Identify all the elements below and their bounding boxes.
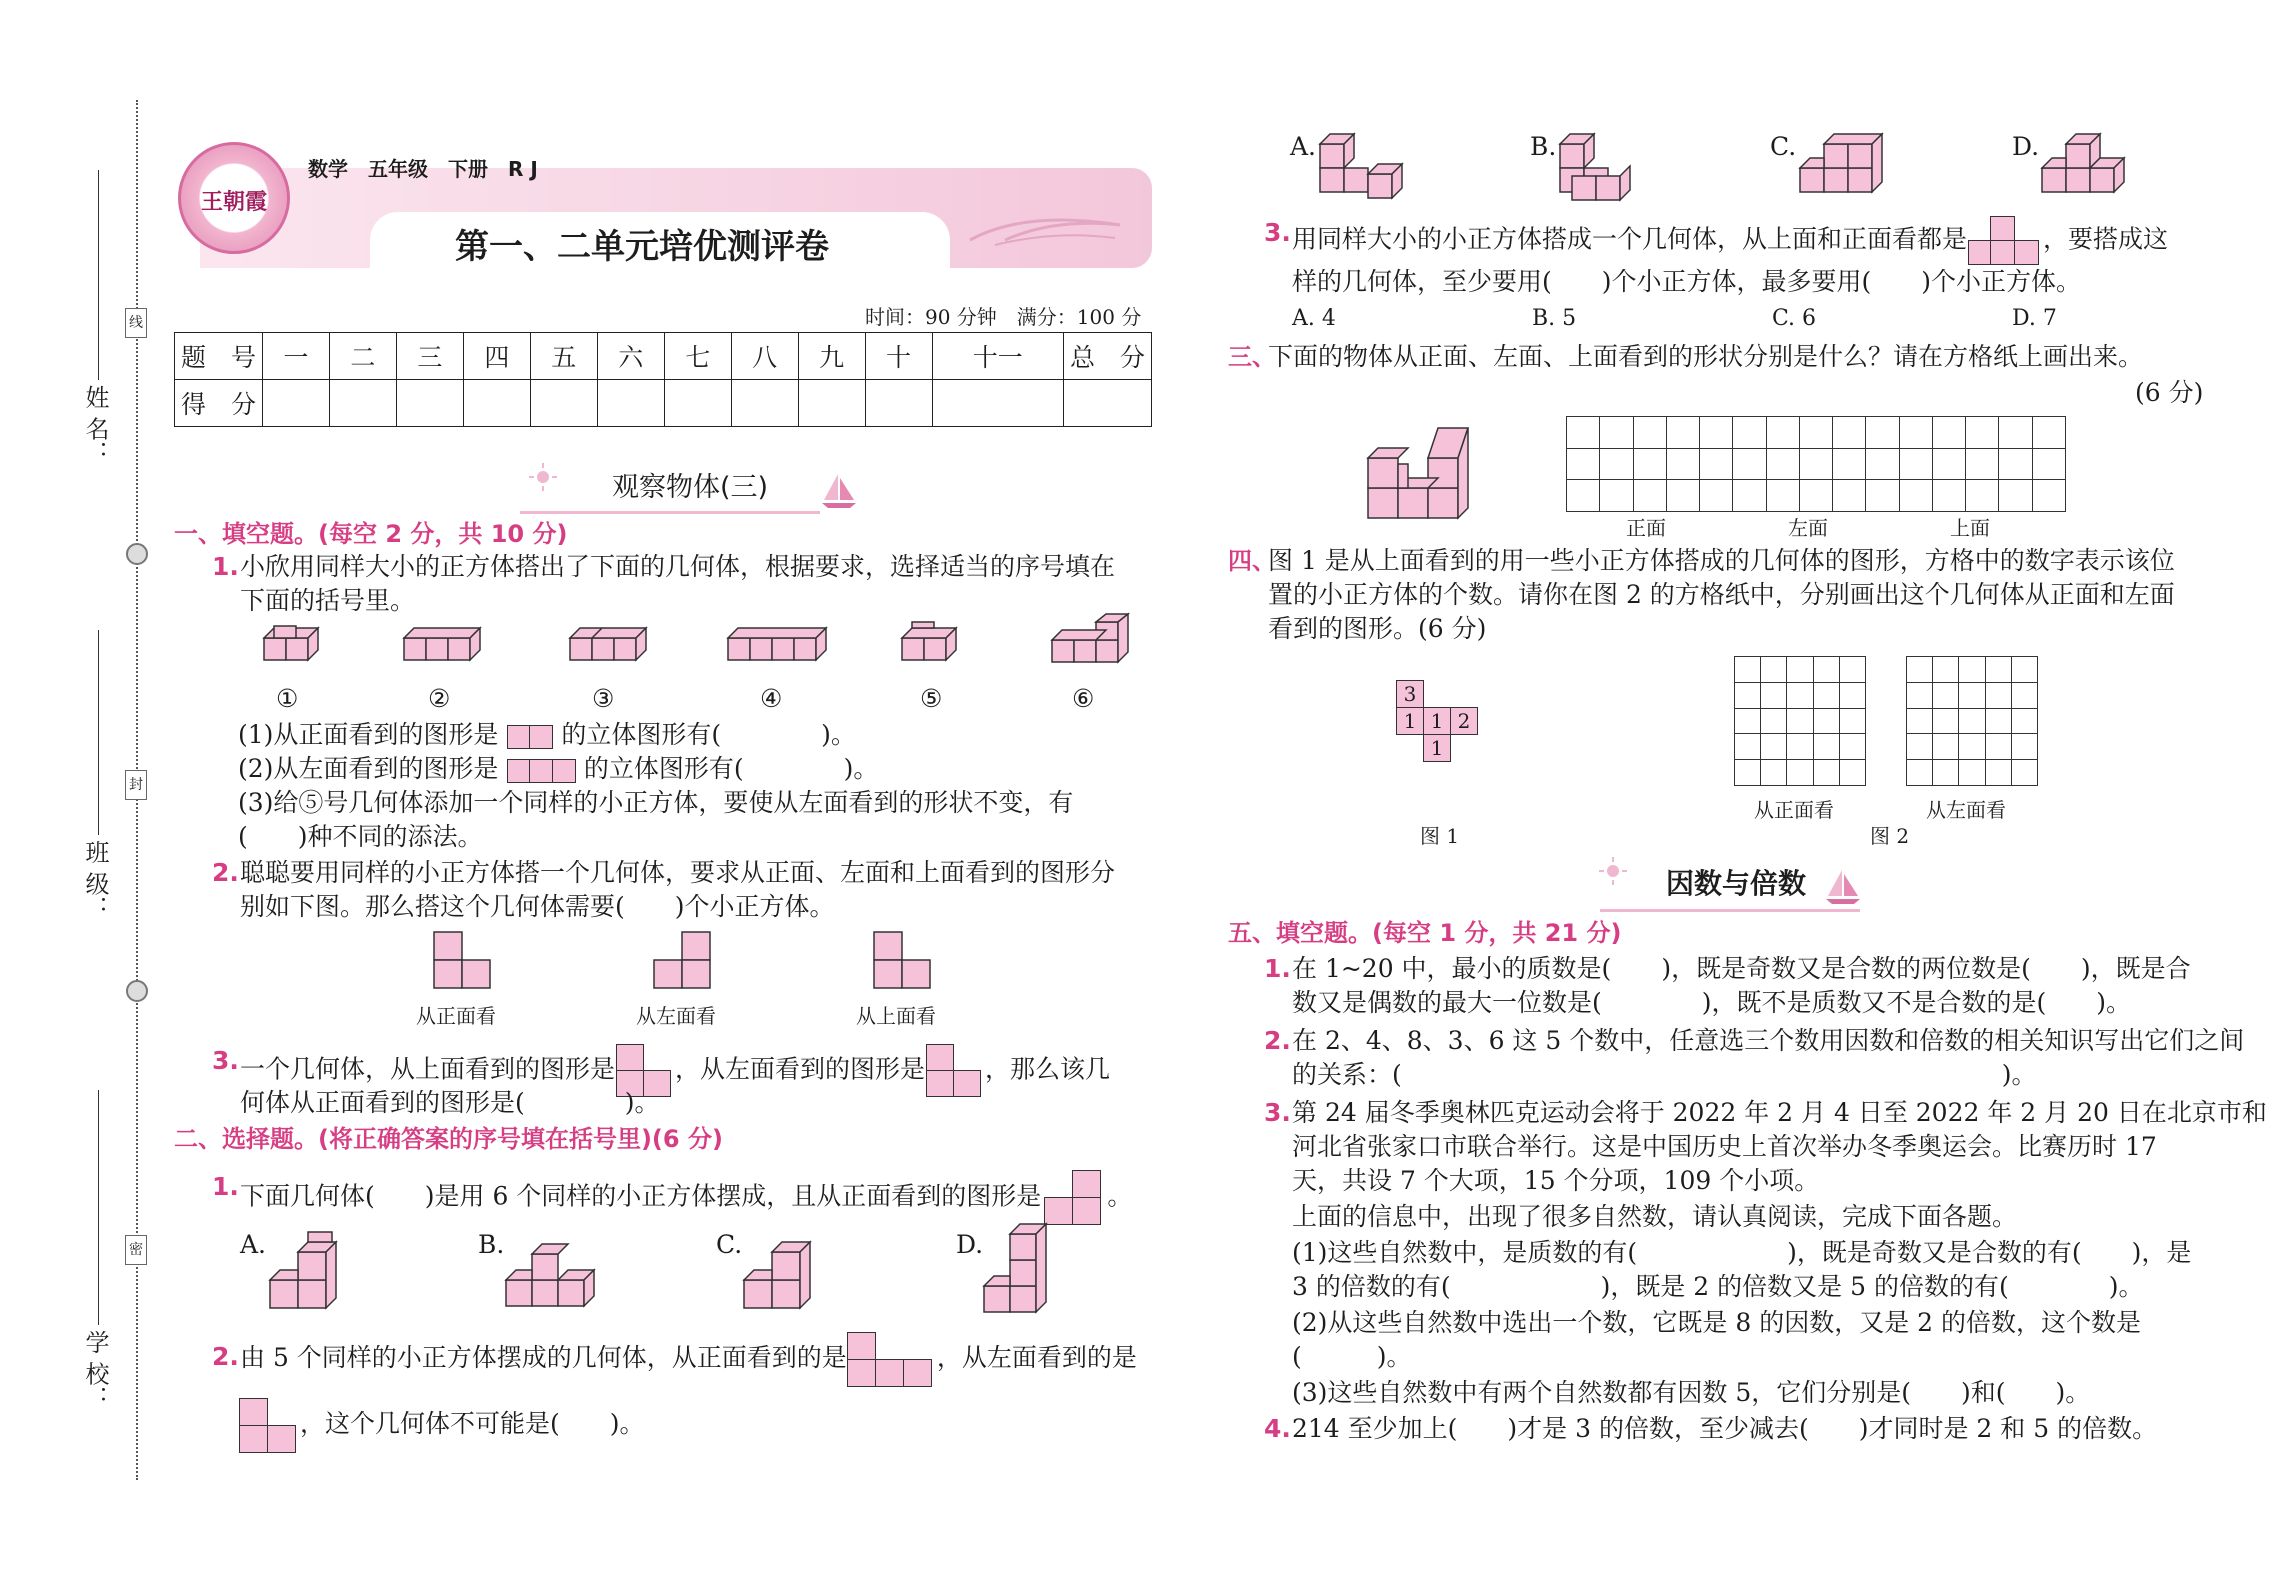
f2-number: 2. xyxy=(1264,1026,1291,1055)
page-title: 第一、二单元培优测评卷 xyxy=(455,227,829,267)
q2-front-view xyxy=(432,930,494,992)
fig2-label-left: 从左面看 xyxy=(1926,798,2006,822)
shape-label-5: ⑤ xyxy=(920,684,943,713)
section-heading: 观察物体(三) xyxy=(612,472,769,503)
punch-hole-icon xyxy=(126,980,148,1002)
logo-badge xyxy=(178,142,290,254)
top-choice-a-shape[interactable] xyxy=(1318,128,1418,204)
choice-b-label: B. xyxy=(478,1230,505,1259)
c3-text-line2: 样的几何体，至少要用( )个小正方体，最多要用( )个小正方体。 xyxy=(1292,267,2082,296)
fig1-caption: 图 1 xyxy=(1420,824,1460,848)
q2-left-view xyxy=(652,930,714,992)
fig2-label-front: 从正面看 xyxy=(1754,798,1834,822)
c2-front-figure xyxy=(849,1332,935,1388)
c2-left-figure xyxy=(240,1398,298,1454)
f3-text-line8: ( )。 xyxy=(1292,1342,1412,1371)
part2-title: 二、选择题。(将正确答案的序号填在括号里)(6 分) xyxy=(174,1125,723,1153)
score-cell[interactable] xyxy=(396,380,463,427)
name-underline xyxy=(98,170,99,380)
view-label-front: 从正面看 xyxy=(416,1004,496,1028)
c3-option-b[interactable]: B. 5 xyxy=(1532,306,1577,331)
fig1-cell: 1 xyxy=(1423,707,1451,735)
choice-d-shape[interactable] xyxy=(982,1218,1062,1318)
c3-text xyxy=(1292,216,2168,266)
q1-text-line1: 小欣用同样大小的正方体搭出了下面的几何体，根据要求，选择适当的序号填在 xyxy=(240,552,1116,581)
table-cell: 题 号 xyxy=(175,333,263,380)
cloud-swirl-icon xyxy=(965,200,1125,250)
c3-option-d[interactable]: D. 7 xyxy=(2012,306,2057,331)
fig2-left-grid[interactable] xyxy=(1906,656,2038,786)
q3-text-c: ，那么该几 xyxy=(985,1054,1111,1084)
view-label-left: 从左面看 xyxy=(636,1004,716,1028)
cube-shape-5 xyxy=(898,620,978,670)
table-cell: 七 xyxy=(664,333,731,380)
fig1-cell: 1 xyxy=(1423,734,1451,762)
score-cell[interactable] xyxy=(798,380,865,427)
view-label-top: 从上面看 xyxy=(856,1004,936,1028)
c3-option-a[interactable]: A. 4 xyxy=(1292,306,1336,331)
cube-shape-6 xyxy=(1048,612,1138,672)
q1-sub2-text-b: 的立体图形有( )。 xyxy=(583,754,879,783)
f3-number: 3. xyxy=(1264,1098,1291,1127)
table-cell: 三 xyxy=(396,333,463,380)
top-choice-b-label: B. xyxy=(1530,132,1557,161)
f3-text-line5: (1)这些自然数中，是质数的有( )，既是奇数又是合数的有( )，是 xyxy=(1292,1238,2192,1267)
top-choice-b-shape[interactable] xyxy=(1558,128,1658,204)
c2-number: 2. xyxy=(212,1342,239,1371)
c3-view-figure xyxy=(1969,216,2041,266)
choice-b-shape[interactable] xyxy=(504,1232,614,1312)
f4-number: 4. xyxy=(1264,1414,1291,1443)
table-cell: 五 xyxy=(530,333,597,380)
left-view-figure xyxy=(508,754,576,783)
c2-text-line2 xyxy=(240,1396,645,1454)
grid-label-front: 正面 xyxy=(1626,516,1666,540)
grid-label-top: 上面 xyxy=(1950,516,1990,540)
top-choice-a-label: A. xyxy=(1290,132,1317,161)
punch-hole-icon xyxy=(126,543,148,565)
top-choice-c-label: C. xyxy=(1770,132,1797,161)
f2-text-line2: 的关系：( )。 xyxy=(1292,1060,2037,1089)
table-cell: 六 xyxy=(597,333,664,380)
q3-left-figure xyxy=(927,1044,983,1098)
seal-feng: 封 xyxy=(125,770,147,800)
score-cell[interactable] xyxy=(664,380,731,427)
shape-label-3: ③ xyxy=(592,684,615,713)
c3-number: 3. xyxy=(1264,218,1291,247)
c2-text-a: 由 5 个同样的小正方体摆成的几何体，从正面看到的是 xyxy=(240,1343,847,1372)
c1-text-end: 。 xyxy=(1107,1181,1133,1211)
q1-sub3-line2: ( )种不同的添法。 xyxy=(238,822,483,851)
c2-text xyxy=(240,1330,1137,1388)
f3-text-line6: 3 的倍数的有( )，既是 2 的倍数又是 5 的倍数的有( )。 xyxy=(1292,1272,2144,1301)
c3-text-b: ，要搭成这 xyxy=(2043,224,2169,254)
school-underline xyxy=(98,1090,99,1325)
score-cell[interactable] xyxy=(530,380,597,427)
f3-text-line2: 河北省张家口市联合举行。这是中国历史上首次举办冬季奥运会。比赛历时 17 xyxy=(1292,1132,2157,1161)
c1-number: 1. xyxy=(212,1172,239,1201)
score-cell[interactable] xyxy=(731,380,798,427)
top-choice-c-shape[interactable] xyxy=(1798,128,1898,204)
f3-text-line1: 第 24 届冬季奥林匹克运动会将于 2022 年 2 月 4 日至 2022 年 2 月 20 日在北京市和 xyxy=(1292,1098,2267,1127)
q1-sub2-text-a: (2)从左面看到的图形是 xyxy=(238,754,499,783)
q1-sub1-text-a: (1)从正面看到的图形是 xyxy=(238,720,499,749)
sailboat-icon xyxy=(818,470,860,512)
cube-shape-4 xyxy=(724,620,834,670)
part3-score: (6 分) xyxy=(2135,378,2204,407)
fig1-top-view xyxy=(1396,680,1486,772)
f2-text-line1: 在 2、4、8、3、6 这 5 个数中，任意选三个数用因数和倍数的相关知识写出它们之间 xyxy=(1292,1026,2245,1055)
score-cell[interactable] xyxy=(1064,380,1152,427)
class-label: 班 级： xyxy=(81,840,109,920)
c3-option-c[interactable]: C. 6 xyxy=(1772,306,1817,331)
choice-c-shape[interactable] xyxy=(742,1228,832,1312)
q3-text-line2: 何体从正面看到的图形是( )。 xyxy=(240,1088,660,1117)
part1-title: 一、填空题。(每空 2 分，共 10 分) xyxy=(174,520,568,548)
c2-text-b: ，从左面看到的是 xyxy=(936,1343,1137,1372)
school-label: 学 校： xyxy=(81,1330,109,1410)
fig1-cell: 1 xyxy=(1396,707,1424,735)
table-cell: 得 分 xyxy=(175,380,263,427)
q3-number: 3. xyxy=(212,1046,239,1075)
top-choice-d-label: D. xyxy=(2012,132,2040,161)
q1-sub2 xyxy=(238,752,878,786)
table-cell: 总 分 xyxy=(1064,333,1152,380)
f3-text-line3: 天，共设 7 个大项，15 个分项，109 个小项。 xyxy=(1292,1166,1820,1195)
table-cell: 十一 xyxy=(932,333,1063,380)
table-cell: 四 xyxy=(463,333,530,380)
q3-text-a: 一个几何体，从上面看到的图形是 xyxy=(240,1054,616,1084)
score-header-row xyxy=(175,333,1152,380)
subject-info: 数学 五年级 下册 R J xyxy=(308,157,538,181)
q2-number: 2. xyxy=(212,858,239,887)
table-cell: 二 xyxy=(329,333,396,380)
table-cell: 八 xyxy=(731,333,798,380)
c1-text-main: 下面几何体( )是用 6 个同样的小正方体摆成，且从正面看到的图形是 xyxy=(240,1181,1042,1211)
f1-text-line2: 数又是偶数的最大一位数是( )，既不是质数又不是合数的是( )。 xyxy=(1292,988,2132,1017)
q1-sub1 xyxy=(238,718,856,752)
part3-number: 三、 xyxy=(1228,343,1276,371)
sun-icon xyxy=(528,462,558,492)
shape-label-1: ① xyxy=(276,684,299,713)
c3-text-a: 用同样大小的小正方体搭成一个几何体，从上面和正面看都是 xyxy=(1292,224,1968,254)
part4-text-line1: 图 1 是从上面看到的用一些小正方体搭成的几何体的图形，方格中的数字表示该位 xyxy=(1268,546,2175,575)
choice-a-label: A. xyxy=(240,1230,267,1259)
q1-sub3-line1: (3)给⑤号几何体添加一个同样的小正方体，要使从左面看到的形状不变，有 xyxy=(238,788,1074,817)
f3-text-line7: (2)从这些自然数中选出一个数，它既是 8 的因数，又是 2 的倍数，这个数是 xyxy=(1292,1308,2142,1337)
score-cell[interactable] xyxy=(932,380,1063,427)
seal-mi: 密 xyxy=(125,1235,147,1265)
f1-number: 1. xyxy=(1264,954,1291,983)
part4-number: 四、 xyxy=(1228,547,1276,575)
q2-top-view xyxy=(872,930,934,992)
score-cell[interactable] xyxy=(329,380,396,427)
name-label: 姓 名： xyxy=(81,385,109,465)
score-cell[interactable] xyxy=(865,380,932,427)
table-cell: 十 xyxy=(865,333,932,380)
table-cell: 一 xyxy=(263,333,330,380)
class-underline xyxy=(98,630,99,835)
part5-title: 五、填空题。(每空 1 分，共 21 分) xyxy=(1228,919,1622,947)
choice-a-shape[interactable] xyxy=(268,1228,358,1312)
q3-text-b: ，从左面看到的图形是 xyxy=(675,1054,926,1084)
logo-text: 王朝霞 xyxy=(200,189,267,215)
sailboat-icon xyxy=(1822,866,1864,908)
cube-shape-2 xyxy=(400,620,490,670)
top-choice-d-shape[interactable] xyxy=(2040,128,2140,204)
fig1-cell: 3 xyxy=(1396,680,1424,708)
score-cell[interactable] xyxy=(597,380,664,427)
part3-object xyxy=(1366,420,1486,520)
fig2-caption: 图 2 xyxy=(1870,824,1910,848)
choice-d-label: D. xyxy=(956,1230,984,1259)
table-cell: 九 xyxy=(798,333,865,380)
q2-text-line2: 别如下图。那么搭这个几何体需要( )个小正方体。 xyxy=(240,892,835,921)
fig1-cell: 2 xyxy=(1450,707,1478,735)
score-table xyxy=(174,332,1152,427)
c2-text-line2-text: ，这个几何体不可能是( )。 xyxy=(300,1409,645,1438)
f3-text-line9: (3)这些自然数中有两个自然数都有因数 5，它们分别是( )和( )。 xyxy=(1292,1378,2091,1407)
part4-text-line2: 置的小正方体的个数。请你在图 2 的方格纸中，分别画出这个几何体从正面和左面 xyxy=(1268,580,2175,609)
seal-xian: 线 xyxy=(125,308,147,338)
time-info: 时间：90 分钟 满分：100 分 xyxy=(865,305,1142,329)
part4-text-line3: 看到的图形。(6 分) xyxy=(1268,614,1487,643)
q1-number: 1. xyxy=(212,552,239,581)
score-cell[interactable] xyxy=(463,380,530,427)
q2-text-line1: 聪聪要用同样的小正方体搭一个几何体，要求从正面、左面和上面看到的图形分 xyxy=(240,858,1116,887)
front-view-figure xyxy=(508,720,553,749)
shape-label-4: ④ xyxy=(760,684,783,713)
score-input-row xyxy=(175,380,1152,427)
shape-label-2: ② xyxy=(428,684,451,713)
q1-sub1-text-b: 的立体图形有( )。 xyxy=(561,720,856,749)
f1-text-line1: 在 1~20 中，最小的质数是( )，既是奇数又是合数的两位数是( )，既是合 xyxy=(1292,954,2191,983)
score-cell[interactable] xyxy=(263,380,330,427)
section2-heading: 因数与倍数 xyxy=(1666,867,1807,900)
f4-text-line1: 214 至少加上( )才是 3 的倍数，至少减去( )才同时是 2 和 5 的倍数。 xyxy=(1292,1414,2158,1443)
choice-c-label: C. xyxy=(716,1230,743,1259)
f3-text-line4: 上面的信息中，出现了很多自然数，请认真阅读，完成下面各题。 xyxy=(1292,1202,2018,1231)
grid-label-left: 左面 xyxy=(1788,516,1828,540)
q1-text-line2: 下面的括号里。 xyxy=(240,586,416,615)
part3-drawing-grid[interactable] xyxy=(1566,416,2066,512)
sun-icon xyxy=(1598,856,1628,886)
cube-shape-1 xyxy=(258,620,328,670)
shape-label-6: ⑥ xyxy=(1072,684,1095,713)
fig2-front-grid[interactable] xyxy=(1734,656,1866,786)
part3-text: 下面的物体从正面、左面、上面看到的形状分别是什么？请在方格纸上画出来。 xyxy=(1268,342,2144,371)
cube-shape-3 xyxy=(566,620,656,670)
